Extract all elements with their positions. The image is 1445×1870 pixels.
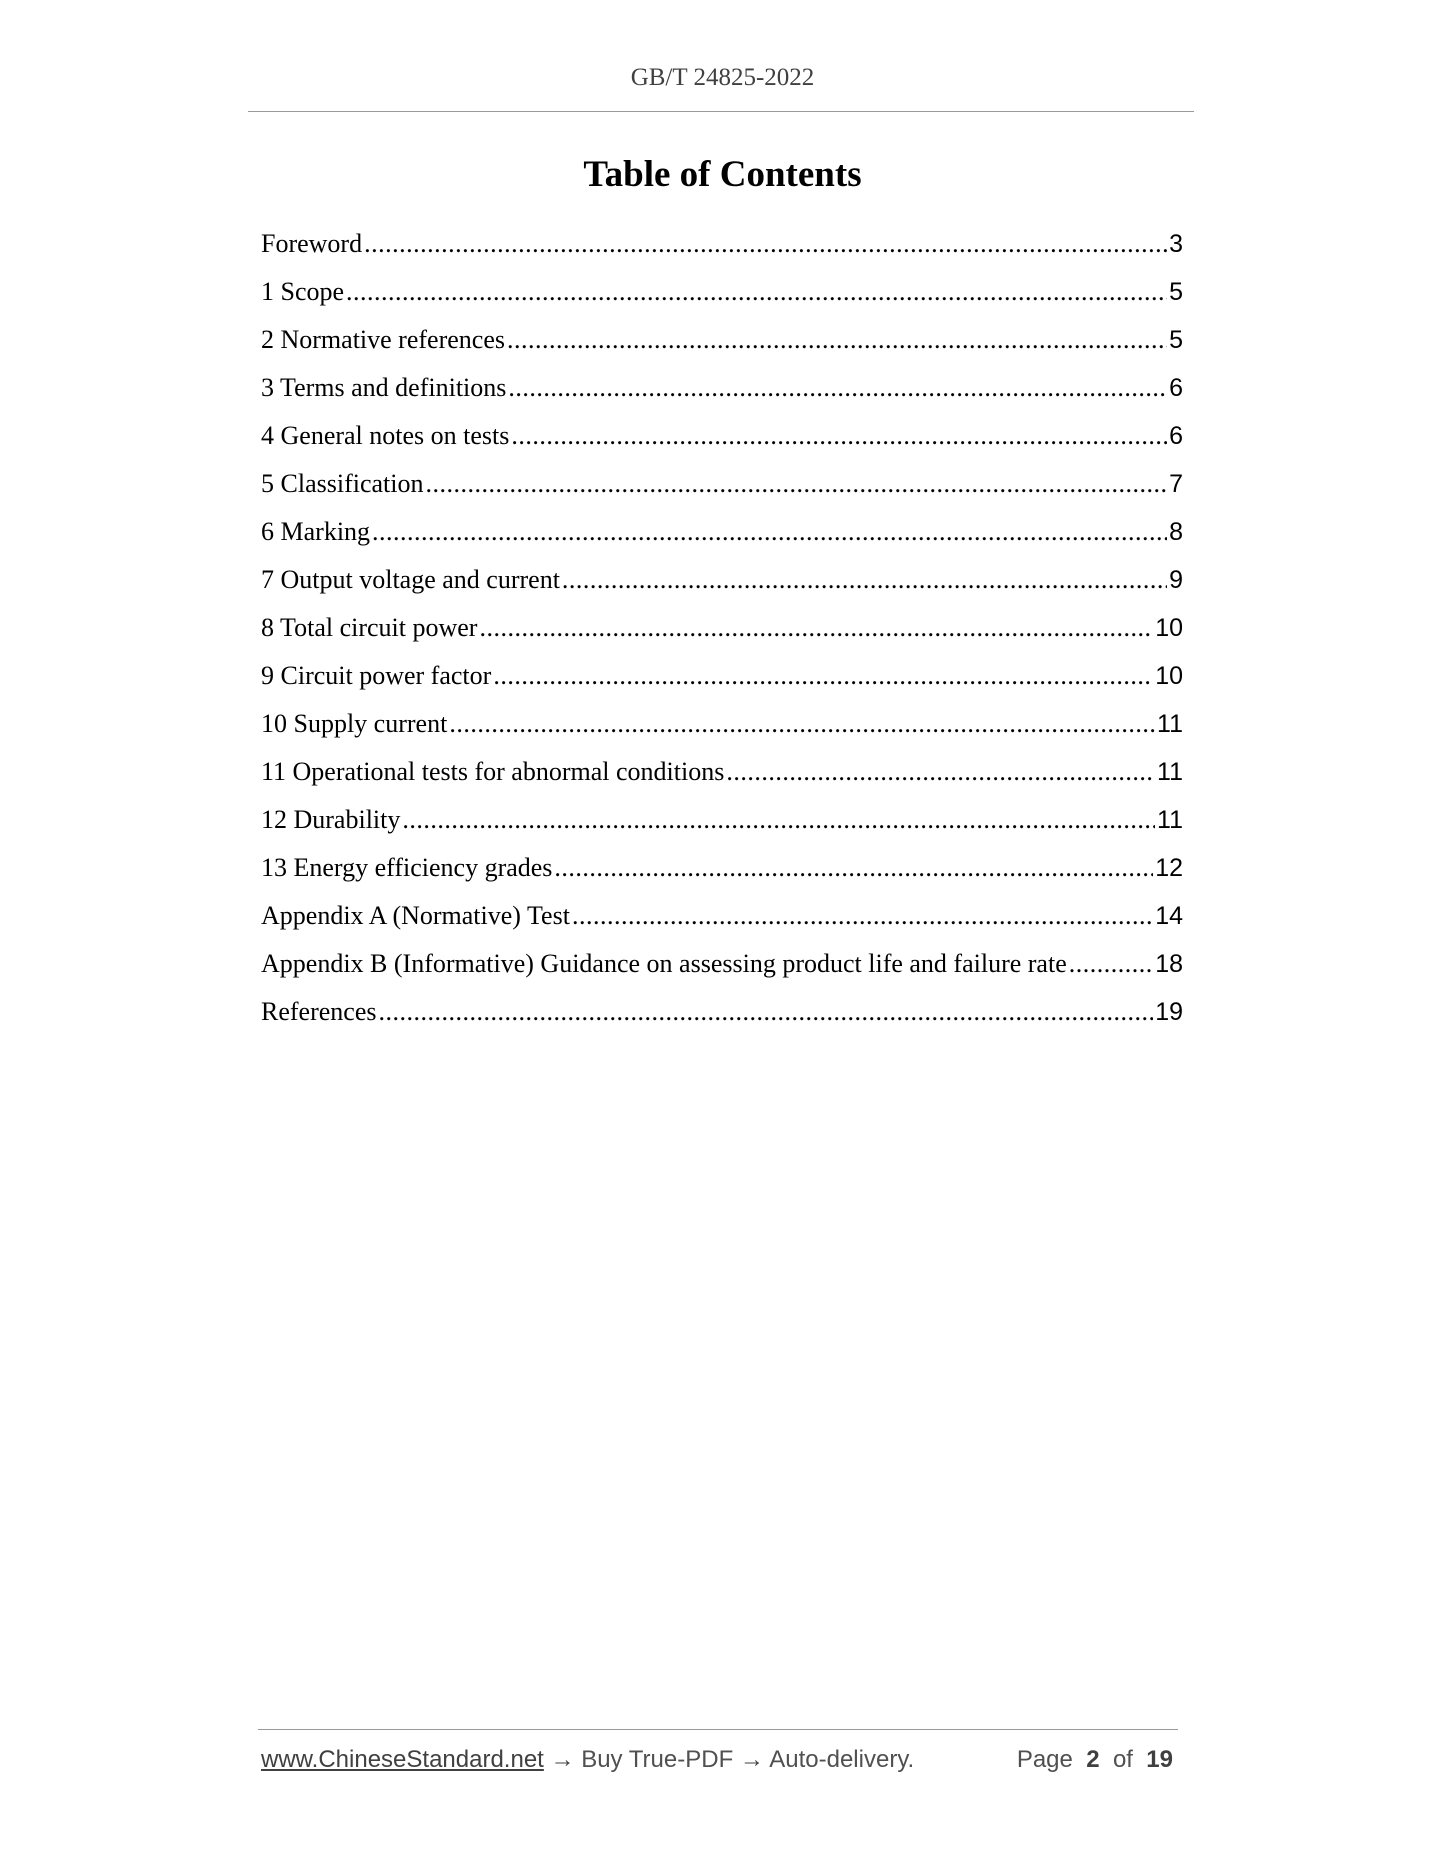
toc-entry-label: 1 Scope <box>261 277 345 306</box>
toc-entry-page: 6 <box>1169 374 1183 402</box>
toc-entry-label: References <box>261 997 377 1026</box>
toc-entry-label: 6 Marking <box>261 517 371 546</box>
toc-entry-label: 5 Classification <box>261 469 424 498</box>
toc-entry-page: 8 <box>1169 518 1183 546</box>
toc-entry-page: 11 <box>1157 710 1183 738</box>
toc-entry-page: 10 <box>1155 614 1183 642</box>
toc-entry-page: 9 <box>1169 566 1183 594</box>
toc-entry[interactable] <box>261 700 1183 748</box>
auto-delivery-text: Auto-delivery. <box>769 1746 915 1773</box>
toc-dot-leader <box>493 652 1153 700</box>
toc-entry[interactable] <box>261 556 1183 604</box>
toc-dot-leader <box>449 700 1155 748</box>
toc-entry[interactable] <box>261 652 1183 700</box>
toc-entry[interactable] <box>261 460 1183 508</box>
footer <box>261 1746 1181 1774</box>
toc-entry-label: Appendix A (Normative) Test <box>261 901 570 930</box>
toc-entry[interactable] <box>261 940 1183 988</box>
buy-pdf-text: Buy True-PDF <box>581 1746 734 1773</box>
toc-dot-leader <box>346 268 1167 316</box>
toc-entry[interactable] <box>261 844 1183 892</box>
toc-entry-label: 3 Terms and definitions <box>261 373 507 402</box>
page-word: Page <box>1016 1746 1073 1773</box>
toc-entry-label: 2 Normative references <box>261 325 505 354</box>
toc-dot-leader <box>1069 940 1153 988</box>
toc-entry-label: 13 Energy efficiency grades <box>261 853 553 882</box>
toc-dot-leader <box>402 796 1155 844</box>
toc-entry-page: 7 <box>1169 470 1183 498</box>
toc-entry-page: 12 <box>1155 854 1183 882</box>
header-divider <box>248 111 1194 112</box>
toc-entry[interactable] <box>261 604 1183 652</box>
total-pages-number: 19 <box>1146 1746 1173 1773</box>
toc-dot-leader <box>372 508 1167 556</box>
toc-entry[interactable] <box>261 508 1183 556</box>
toc-dot-leader <box>378 988 1153 1036</box>
toc-entry[interactable] <box>261 412 1183 460</box>
toc-entry[interactable] <box>261 364 1183 412</box>
toc-dot-leader <box>364 220 1167 268</box>
toc-entry-label: 11 Operational tests for abnormal conditions <box>261 757 725 786</box>
toc-dot-leader <box>554 844 1153 892</box>
toc-entry[interactable] <box>261 892 1183 940</box>
toc-dot-leader <box>479 604 1153 652</box>
arrow-right-icon: → <box>550 1746 575 1773</box>
toc-dot-leader <box>425 460 1167 508</box>
current-page-number: 2 <box>1086 1746 1100 1773</box>
footer-divider <box>258 1729 1178 1730</box>
toc-entry-page: 14 <box>1155 902 1183 930</box>
toc-entry[interactable] <box>261 988 1183 1036</box>
toc-dot-leader <box>507 316 1167 364</box>
page-indicator <box>1017 1746 1173 1774</box>
toc-entry[interactable] <box>261 268 1183 316</box>
toc-dot-leader <box>511 412 1167 460</box>
toc-dot-leader <box>562 556 1167 604</box>
toc-entry-label: 4 General notes on tests <box>261 421 510 450</box>
toc-entry-page: 5 <box>1169 278 1183 306</box>
toc-entry-label: 9 Circuit power factor <box>261 661 492 690</box>
toc-entry-label: Appendix B (Informative) Guidance on assessing product life and failure rate <box>261 949 1067 978</box>
toc-entry-label: 8 Total circuit power <box>261 613 478 642</box>
toc-entry-page: 6 <box>1169 422 1183 450</box>
toc-dot-leader <box>726 748 1155 796</box>
toc-entry-page: 18 <box>1155 950 1183 978</box>
toc-entry-label: 12 Durability <box>261 805 401 834</box>
toc-dot-leader <box>508 364 1167 412</box>
toc-title: Table of Contents <box>583 154 862 195</box>
toc-entry[interactable] <box>261 220 1183 268</box>
website-link[interactable]: www.ChineseStandard.net <box>261 1746 544 1773</box>
toc-entry-page: 3 <box>1169 230 1183 258</box>
toc-entry-page: 10 <box>1155 662 1183 690</box>
of-word: of <box>1112 1746 1133 1773</box>
toc-entry[interactable] <box>261 748 1183 796</box>
toc-entry-page: 19 <box>1155 998 1183 1026</box>
toc-entry-label: 10 Supply current <box>261 709 448 738</box>
toc-entry[interactable] <box>261 316 1183 364</box>
toc-entry[interactable] <box>261 796 1183 844</box>
toc-entry-page: 11 <box>1157 806 1183 834</box>
toc-entry-page: 5 <box>1169 326 1183 354</box>
toc-entry-label: Foreword <box>261 229 363 258</box>
toc-entry-page: 11 <box>1157 758 1183 786</box>
toc-dot-leader <box>572 892 1153 940</box>
document-code: GB/T 24825-2022 <box>630 64 815 91</box>
arrow-right-icon: → <box>739 1746 764 1773</box>
toc-entry-label: 7 Output voltage and current <box>261 565 560 594</box>
toc-list <box>261 220 1183 1036</box>
